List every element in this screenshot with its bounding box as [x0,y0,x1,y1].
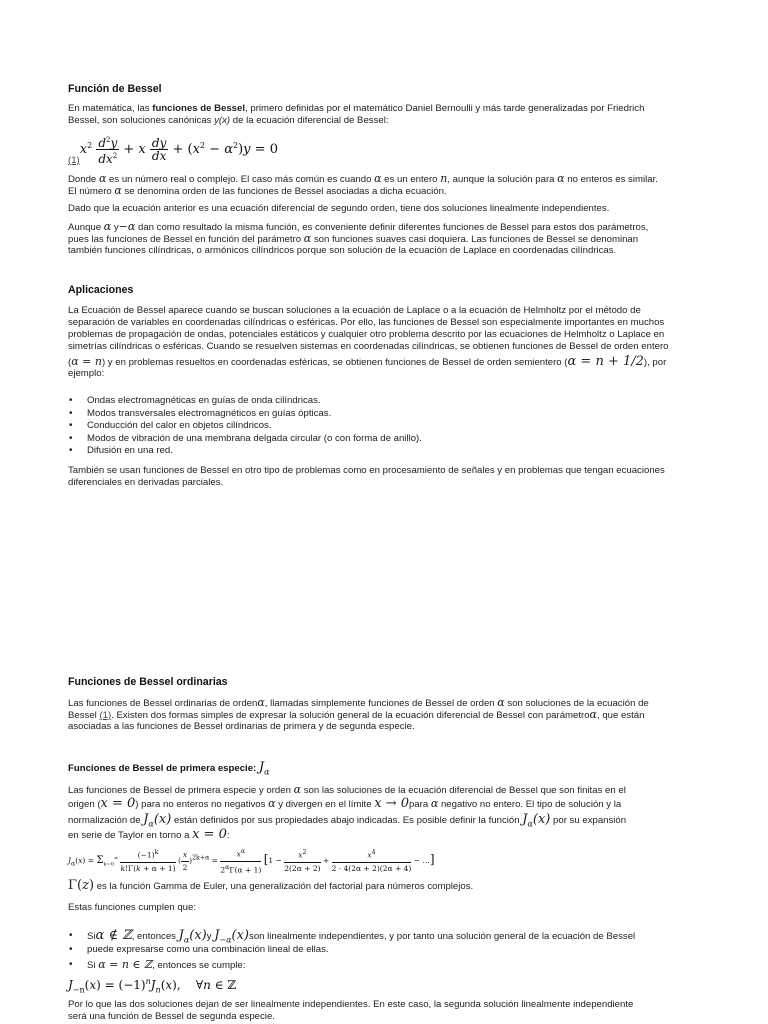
bessel-equation: $_{(1)}x^2$ $\frac{d^2y}{dx^2}$ + x $\frac{dy}{dx}$ + $(x^2 - \alpha^2)y = 0$ [68,136,278,167]
equation-ref-link[interactable]: (1) [99,710,112,721]
list-item: • Siα ∉ ℤ, entonces $J_\alpha(x)y$ $J_{-\alpha}(x)son$ linealmente independientes, y por tanto una solución general de la ecuación de Bessel [68,930,702,944]
fin-line-2: será una función de Bessel de segunda especie. [68,1011,275,1022]
equation-number-link[interactable]: (1) [68,155,80,167]
pe-line-4: en serie de Taylor en torno a x = 0: [68,827,230,842]
list-item: • Difusión en una red. [68,445,702,458]
list-item: • Conducción del calor en objetos cilíndricos. [68,420,702,433]
section-title-aplicaciones: Aplicaciones [68,284,134,296]
apl-line-6: ejemplo: [68,368,105,379]
list-item: • Ondas electromagnéticas en guías de onda cilíndricas. [68,395,702,408]
intro-line-2: Bessel, son soluciones canónicas y(x) de la ecuación diferencial de Bessel: [68,115,389,126]
apl-line-5: (α = n) y en problemas resueltos en coordenadas esféricas, se obtienen funciones de Bessel de orden semientero (α = n + 1/2), por [68,354,667,369]
section-title-funcion-de-bessel: Función de Bessel [68,83,162,95]
apl-line-4: simetrías cilíndricas o esféricas. Cuando se resuelven sistemas en coordenadas cilíndricas, se obtienen funciones de Bessel de orden entero [68,341,669,352]
applications-list [68,395,702,458]
cumplen-line: Estas funciones cumplen que: [68,902,196,913]
dado-line: Dado que la ecuación anterior es una ecuación diferencial de segundo orden, tiene dos soluciones linealmente independientes. [68,203,610,214]
also-line-2: diferenciales en derivadas parciales. [68,477,224,488]
ord-line-1: Las funciones de Bessel ordinarias de ordenα, llamadas simplemente funciones de Bessel de orden α son soluciones de la ecuación de [68,696,649,709]
intro-line-1: En matemática, las funciones de Bessel, primero definidas por el matemático Daniel Bernoulli y más tarde generalizadas por Friedrich [68,103,645,114]
donde-line: Donde α es un número real o complejo. El caso más común es cuando α es un entero n, aunque la solución para α no enteros es similar. [68,172,658,185]
pues-line: pues las funciones de Bessel en función del parámetro α son funciones suaves casi doquiera. Las funciones de Bessel se denominan [68,232,639,245]
parity-equation: $J_{-n}(x) = (-1)^nJ_n(x)$, ∀n ∈ ℤ [68,977,237,995]
pe-line-1: Las funciones de Bessel de primera especie y orden α son las soluciones de la ecuación diferencial de Bessel que son finitas en el [68,783,626,796]
section-title-ordinarias: Funciones de Bessel ordinarias [68,676,228,688]
pe-line-2: origen (x = 0) para no enteros no negativos α y divergen en el límite x → 0para α negativo no entero. El tipo de solución y la [68,796,622,811]
list-item: • Si α = n ∈ ℤ, entonces se cumple: [68,959,702,972]
ord-line-3: asociadas a las funciones de Bessel ordinarias de primera y de segunda especie. [68,721,415,732]
pe-line-3: normalización de $J_\alpha(x)$ están definidos por sus propiedades abajo indicadas. Es posible definir la función $J_\alpha(x)$ por su expansión [68,812,627,829]
gamma-line: Γ(z) es la función Gamma de Euler, una generalización del factorial para números complejos. [68,878,474,893]
also-line-1: También se usan funciones de Bessel en otro tipo de problemas como en procesamiento de señales y en problemas que tengan ecuaciones [68,465,665,476]
section-title-primera-especie: Funciones de Bessel de primera especie: $J_\alpha$ [68,760,270,777]
ord-line-2: Bessel (1). Existen dos formas simples de expresar la solución general de la ecuación diferencial de Bessel con parámetroα, que están [68,708,645,721]
numero-line: El número α se denomina orden de las funciones de Bessel asociadas a dicha ecuación. [68,184,447,197]
fin-line-1: Por lo que las dos soluciones dejan de ser linealmente independientes. En este caso, la segunda solución linealmente independiente [68,999,634,1010]
list-item-cont: • puede expresarse como una combinación lineal de ellas. [68,944,702,959]
aunque-line: Aunque α y−α dan como resultado la misma función, es conveniente definir diferentes funciones de Bessel para estos dos parámetros, [68,220,649,233]
taylor-series-equation: $J_\alpha(x) = \Sigma_{k=0}^\infty$ $\frac{(-1)^k}{k!\Gamma(k + \alpha + 1)}$ ( $\frac{x}{2}$ )$^{2k+\alpha}$ = $\frac{x^\alpha}{2^\alpha\Gamma(\alpha + 1)}$ [1 − $\frac{x^2}{2(2\alpha + 2)}$ + $\frac{x^4}{2 \cdot 4(2\alpha + 2)(2\alpha + 4)}$ − …] [68,848,435,875]
apl-line-1: La Ecuación de Bessel aparece cuando se buscan soluciones a la ecuación de Laplace o a la ecuación de Helmholtz por el método de [68,305,641,316]
apl-line-3: problemas de propagación de ondas, potenciales estáticos y cualquier otro problema descrito por las ecuaciones de Helmholtz o Laplace en [68,329,665,340]
properties-list [68,930,702,972]
tambien-line: también funciones cilíndricas, o armónicos cilíndricos porque son solución de la ecuación de Laplace en coordenadas cilíndricas. [68,245,617,256]
list-item: • Modos de vibración de una membrana delgada circular (o con forma de anillo). [68,433,702,446]
apl-line-2: separación de variables en coordenadas cilíndricas o esféricas. Por ello, las funciones de Bessel son especialmente importantes en muchos [68,317,665,328]
list-item: • Modos transversales electromagnéticos en guías ópticas. [68,408,702,421]
